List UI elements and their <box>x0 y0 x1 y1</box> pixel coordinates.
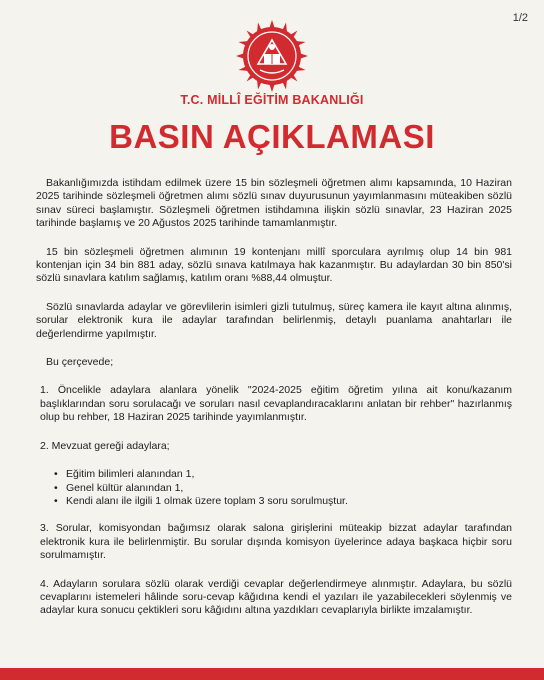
numbered-item-4: 4. Adayların sorulara sözlü olarak verdiği cevaplar değerlendirmeye alınmıştır. Adaylara, bu sözlü cevaplarını istemeleri hâlinde soru-cevap kâğıdına kendi el yazıları ile yazabilecekleri söylenmiş ve adaylar kura sonucu çektikleri soru kâğıdını altına yazdıkları cevaplarıyla birlikte imzalamıştır. <box>40 577 512 617</box>
ministry-name: T.C. MİLLÎ EĞİTİM BAKANLIĞI <box>180 93 364 107</box>
paragraph-1: Bakanlığımızda istihdam edilmek üzere 15 bin sözleşmeli öğretmen alımı kapsamında, 10 Haziran 2025 tarihinde sözleşmeli öğretmen alımı sözlü sınav duyurusunun yayımlanmasını müteakiben sözlü sınav süreci başlamıştır. Sözleşmeli öğretmen istihdamına ilişkin sözlü sınavlar, 23 Haziran 2025 tarihinde başlamış ve 20 Ağustos 2025 tarihinde tamamlanmıştır. <box>36 177 512 230</box>
page-number: 1/2 <box>512 12 528 24</box>
paragraph-2: 15 bin sözleşmeli öğretmen alımının 19 kontenjanı millî sporculara ayrılmış olup 14 bin 981 kontenjan için 34 bin 881 aday, sözlü sınava katılmaya hak kazanmıştır. Bu adaylardan 30 bin 850'si sözlü sınavlara katılım sağlamış, katılım oranı %88,44 olmuştur. <box>36 245 512 285</box>
page-title: BASIN AÇIKLAMASI <box>109 118 435 155</box>
list-item: • Genel kültür alanından 1, <box>54 482 512 495</box>
numbered-item-1: 1. Öncelikle adaylara alanlara yönelik "2024-2025 eğitim öğretim yılına ait konu/kazanım başlıklarından soru sorulacağı ve soruları nasıl cevaplandıracaklarını anlatan bir rehber" hazırlanmış olup bu rehber, 18 Haziran 2025 tarihinde yayımlanmıştır. <box>40 384 512 424</box>
list-item: • Kendi alanı ile ilgili 1 olmak üzere toplam 3 soru sorulmuştur. <box>54 495 512 508</box>
paragraph-3: Sözlü sınavlarda adaylar ve görevlilerin isimleri gizli tutulmuş, süreç kamera ile kayıt altına alınmış, sorular elektronik kura ile adaylar tarafından belirlenmiş, detaylı puanlama anahtarları ile değerlendirme yapılmıştır. <box>36 300 512 340</box>
press-release-body <box>36 177 512 633</box>
paragraph-4: Bu çerçevede; <box>46 356 114 369</box>
numbered-item-2: 2. Mevzuat gereği adaylara; <box>40 439 170 452</box>
list-item: • Eğitim bilimleri alanından 1, <box>54 468 512 481</box>
footer-bar <box>0 668 544 680</box>
ministry-emblem-icon <box>236 20 308 92</box>
numbered-item-3: 3. Sorular, komisyondan bağımsız olarak salona girişlerini müteakip bizzat adaylar tarafından elektronik kura ile belirlenmiştir. Bu sorular dışında komisyon üyelerince adaya başkaca hiçbir soru sorulmamıştır. <box>40 522 512 562</box>
question-list <box>36 468 512 508</box>
